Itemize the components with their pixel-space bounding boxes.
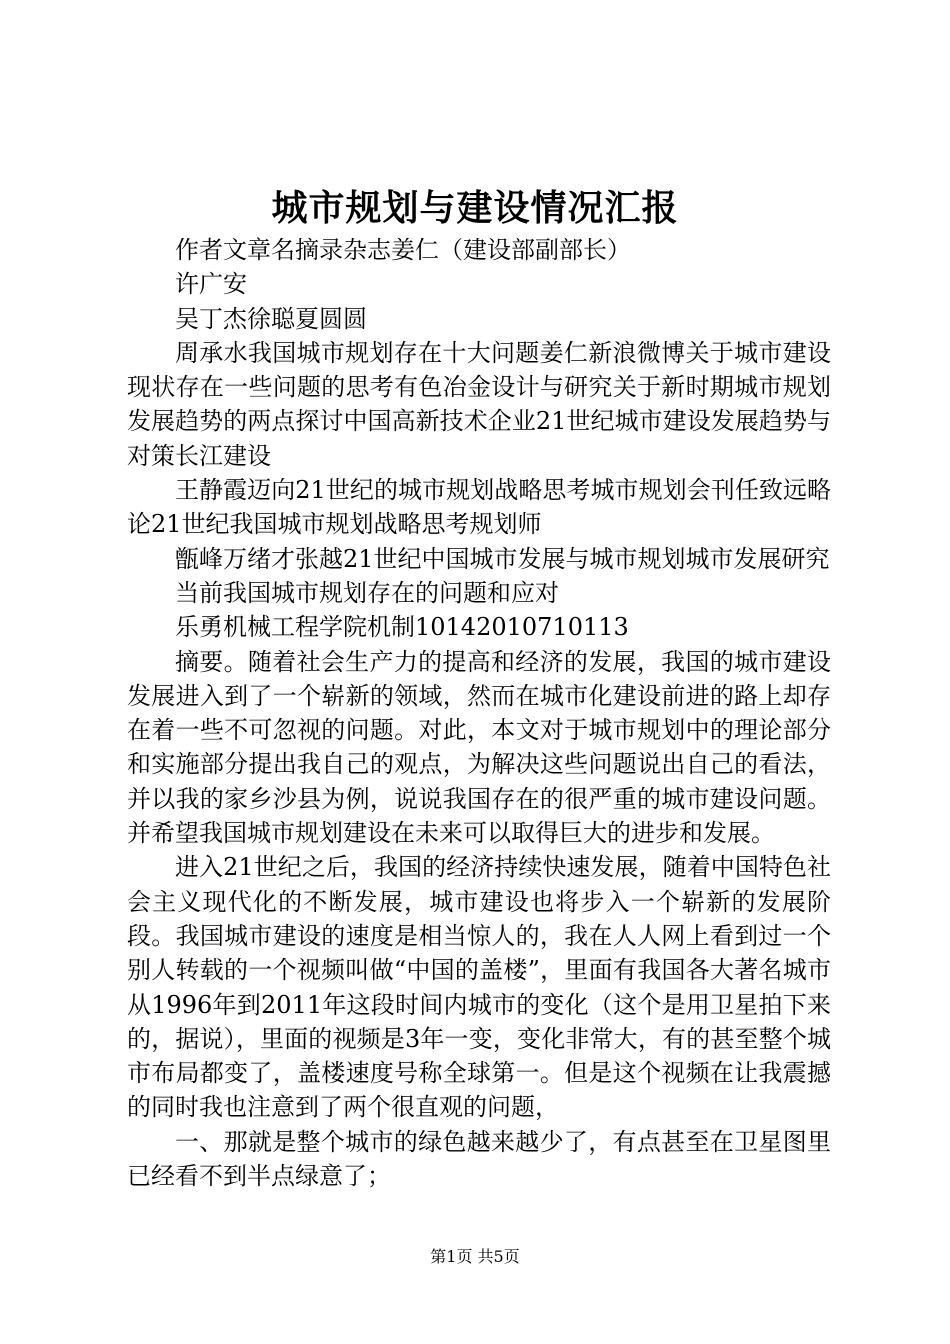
paragraph-references-1: 周承水我国城市规划存在十大问题姜仁新浪微博关于城市建设现状存在一些问题的思考有色冶金设计与研究关于新时期城市规划发展趋势的两点探讨中国高新技术企业21世纪城市建设发展趋势与对策长江建设 — [127, 338, 831, 470]
paragraph-intro: 进入21世纪之后，我国的经济持续快速发展，随着中国特色社会主义现代化的不断发展，城市建设也将步入一个崭新的发展阶段。我国城市建设的速度是相当惊人的，我在人人网上看到过一个别人转载的一个视频叫做“中国的盖楼”，里面有我国各大著名城市从1996年到2011年这段时间内城市的变化（这个是用卫星拍下来的，据说），里面的视频是3年一变，变化非常大，有的甚至整个城市布局都变了，盖楼速度号称全球第一。但是这个视频在让我震撼的同时我也注意到了两个很直观的问题， — [127, 853, 831, 1122]
paragraph-author-name: 许广安 — [175, 270, 247, 299]
paragraph-references-2: 王静霞迈向21世纪的城市规划战略思考城市规划会刊任致远略论21世纪我国城市规划战略思考规划师 — [127, 476, 831, 539]
paragraph-references-3: 甑峰万绪才张越21世纪中国城市发展与城市规划城市发展研究 — [175, 544, 830, 573]
paragraph-author-names: 吴丁杰徐聪夏圆圆 — [175, 304, 367, 333]
document-body — [127, 233, 831, 1193]
page-footer: 第1页 共5页 — [430, 1247, 520, 1266]
paragraph-subtitle: 当前我国城市规划存在的问题和应对 — [175, 578, 559, 607]
document-title: 城市规划与建设情况汇报 — [271, 187, 679, 229]
paragraph-author-line: 作者文章名摘录杂志姜仁（建设部副部长） — [175, 236, 631, 264]
paragraph-point-one: 一、那就是整个城市的绿色越来越少了，有点甚至在卫星图里已经看不到半点绿意了； — [127, 1127, 831, 1191]
paragraph-student-info: 乐勇机械工程学院机制10142010710113 — [175, 613, 629, 642]
paragraph-abstract: 摘要。随着社会生产力的提高和经济的发展，我国的城市建设发展进入到了一个崭新的领域，然而在城市化建设前进的路上却存在着一些不可忽视的问题。对此，本文对于城市规划中的理论部分和实施部分提出我自己的观点，为解决这些问题说出自己的看法，并以我的家乡沙县为例，说说我国存在的很严重的城市建设问题。并希望我国城市规划建设在未来可以取得巨大的进步和发展。 — [127, 647, 831, 848]
